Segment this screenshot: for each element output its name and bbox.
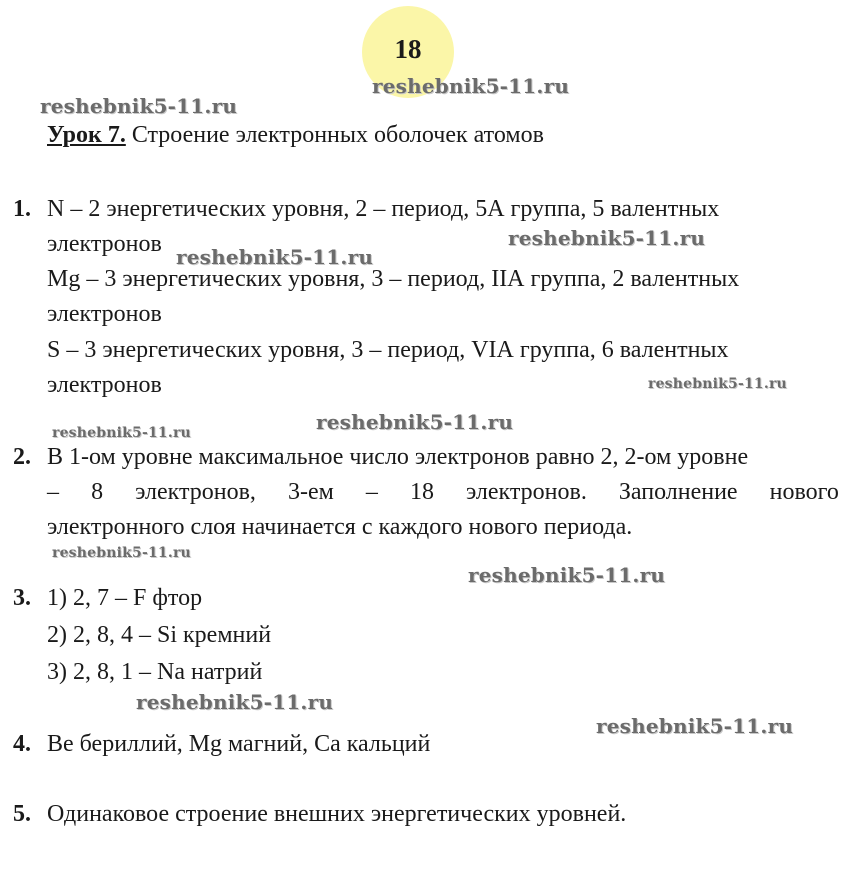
answer-4-number: 4. (13, 731, 31, 757)
lesson-title: Строение электронных оболочек атомов (131, 122, 544, 148)
answer-5-number: 5. (13, 801, 31, 827)
watermark: reshebnik5-11.ru (468, 563, 666, 587)
watermark: reshebnik5-11.ru (176, 245, 374, 269)
answer-2-word: нового (769, 479, 839, 505)
watermark: reshebnik5-11.ru (52, 545, 191, 561)
answer-1-number: 1. (13, 196, 31, 222)
answer-2-line-justified (47, 479, 839, 506)
watermark: reshebnik5-11.ru (316, 410, 514, 434)
watermark: reshebnik5-11.ru (52, 425, 191, 441)
answer-2-word: – (47, 479, 59, 505)
watermark: reshebnik5-11.ru (596, 714, 794, 738)
answer-4-text: Be бериллий, Mg магний, Ca кальций (47, 731, 431, 757)
watermark: reshebnik5-11.ru (136, 690, 334, 714)
watermark: reshebnik5-11.ru (648, 376, 787, 392)
answer-2-line (47, 479, 839, 506)
answer-1-line: N – 2 энергетических уровня, 2 – период, 5А группа, 5 валентных (47, 196, 720, 222)
answer-1-line: электронов (47, 372, 162, 398)
watermark: reshebnik5-11.ru (40, 94, 238, 118)
answer-3-number: 3. (13, 585, 31, 611)
lesson-label: Урок 7. (47, 122, 126, 148)
answer-5-text: Одинаковое строение внешних энергетических уровней. (47, 801, 627, 827)
answer-1-line: Mg – 3 энергетических уровня, 3 – период, IIА группа, 2 валентных (47, 266, 740, 292)
answer-2-word: 3-ем (287, 479, 334, 505)
answer-2-line: В 1-ом уровне максимальное число электронов равно 2, 2-ом уровне (47, 444, 749, 470)
answer-1-line: S – 3 энергетических уровня, 3 – период, VIА группа, 6 валентных (47, 337, 729, 363)
answer-3-item: 2) 2, 8, 4 – Si кремний (47, 622, 272, 648)
answer-2-word: Заполнение (618, 479, 738, 505)
answer-2-number: 2. (13, 444, 31, 470)
answer-1-line: электронов (47, 301, 162, 327)
answer-3-item: 1) 2, 7 – F фтор (47, 585, 203, 611)
answer-3-item: 3) 2, 8, 1 – Na натрий (47, 659, 263, 685)
answer-2-word: электронов, (135, 479, 256, 505)
page-number: 18 (394, 34, 422, 64)
answer-2-word: электронов. (466, 479, 587, 505)
watermark: reshebnik5-11.ru (372, 74, 570, 98)
watermark: reshebnik5-11.ru (508, 226, 706, 250)
answer-1-line: электронов (47, 231, 162, 257)
lesson-heading (47, 122, 544, 149)
answer-2-word: – (365, 479, 378, 505)
answer-2-line: электронного слоя начинается с каждого нового периода. (47, 514, 633, 540)
answer-2-word: 8 (91, 479, 104, 505)
answer-2-word: 18 (409, 479, 434, 505)
